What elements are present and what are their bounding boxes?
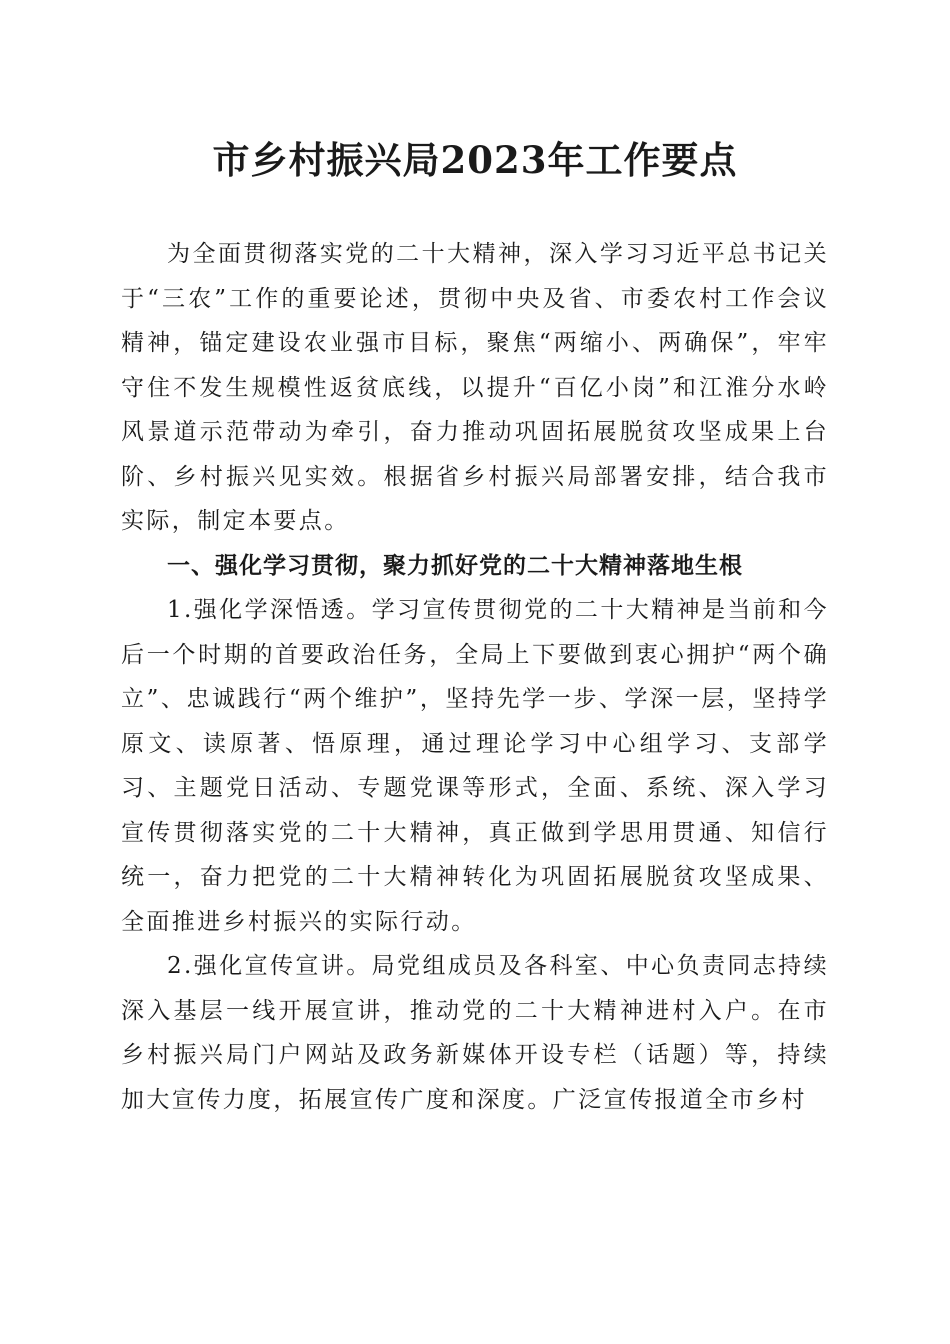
item-paragraph-1: 1.强化学深悟透。学习宣传贯彻党的二十大精神是当前和今后一个时期的首要政治任务，全局上下要做到衷心拥护“两个确立”、忠诚践行“两个维护”，坚持先学一步、学深一层，坚持学原文、读原著、悟原理，通过理论学习中心组学习、支部学习、主题党日活动、专题党课等形式，全面、系统、深入学习宣传贯彻落实党的二十大精神，真正做到学思用贯通、知信行统一，奋力把党的二十大精神转化为巩固拓展脱贫攻坚成果、全面推进乡村振兴的实际行动。: [121, 597, 829, 935]
document-body: [121, 232, 829, 1122]
intro-paragraph: 为全面贯彻落实党的二十大精神，深入学习习近平总书记关于“三农”工作的重要论述，贯彻中央及省、市委农村工作会议精神，锚定建设农业强市目标，聚焦“两缩小、两确保”，牢牢守住不发生规模性返贫底线，以提升“百亿小岗”和江淮分水岭风景道示范带动为牵引，奋力推动巩固拓展脱贫攻坚成果上台阶、乡村振兴见实效。根据省乡村振兴局部署安排，结合我市实际，制定本要点。: [121, 241, 829, 534]
document-title: 市乡村振兴局2023年工作要点: [212, 138, 738, 182]
item-paragraph-2: 2.强化宣传宣讲。局党组成员及各科室、中心负责同志持续深入基层一线开展宣讲，推动党的二十大精神进村入户。在市乡村振兴局门户网站及政务新媒体开设专栏（话题）等，持续加大宣传力度，拓展宣传广度和深度。广泛宣传报道全市乡村: [121, 953, 829, 1113]
section-heading-1: 一、强化学习贯彻，聚力抓好党的二十大精神落地生根: [167, 552, 743, 579]
